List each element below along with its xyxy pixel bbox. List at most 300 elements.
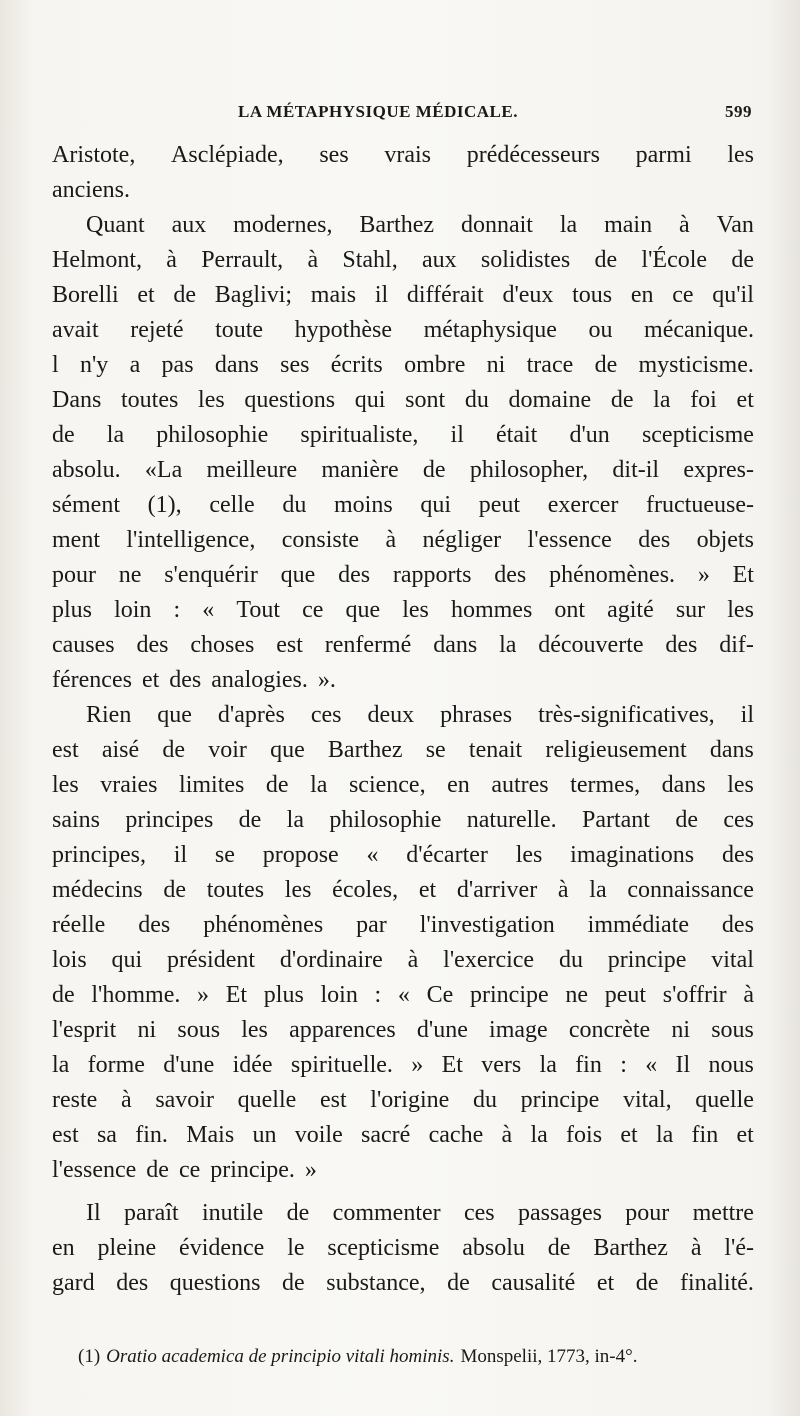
- word: et: [736, 387, 754, 413]
- word: rapports: [392, 562, 472, 588]
- word: Rien: [86, 702, 132, 728]
- word: Ce: [426, 982, 454, 1008]
- word: Il: [86, 1200, 101, 1226]
- word: aux: [171, 212, 207, 238]
- word: l'homme.: [91, 982, 181, 1008]
- word: des: [169, 667, 202, 693]
- word: vital,: [622, 1087, 672, 1113]
- text-line: [52, 663, 754, 698]
- word: substance,: [326, 1270, 426, 1296]
- word: vraies: [100, 772, 158, 798]
- word: »: [304, 1157, 317, 1183]
- text-line: [52, 278, 754, 313]
- word: de: [286, 1200, 310, 1226]
- word: ses: [319, 142, 349, 168]
- text-line: [52, 453, 754, 488]
- word: Quant: [86, 212, 145, 238]
- word: par: [356, 912, 387, 938]
- word: à: [120, 1087, 132, 1113]
- word: Tout: [236, 597, 280, 623]
- word: la: [653, 387, 671, 413]
- word: mécanique.: [644, 317, 754, 343]
- word: image: [489, 1017, 548, 1043]
- word: fin: [575, 1052, 602, 1078]
- word: fructueuse-: [646, 492, 754, 518]
- word: dans: [433, 632, 478, 658]
- word: prédécesseurs: [466, 142, 600, 168]
- word: reste: [52, 1087, 98, 1113]
- text-line: [52, 348, 754, 383]
- word: peut: [604, 982, 647, 1008]
- word: agité: [607, 597, 654, 623]
- word: propose: [262, 842, 339, 868]
- word: de: [422, 457, 446, 483]
- word: de: [238, 807, 262, 833]
- word: spiritualiste,: [300, 422, 419, 448]
- word: se: [425, 737, 446, 763]
- word: est: [276, 632, 303, 658]
- text-line: [52, 243, 754, 278]
- word: absolu: [462, 1235, 525, 1261]
- word: loin: [320, 982, 358, 1008]
- word: «: [397, 982, 410, 1008]
- text-line: [52, 873, 754, 908]
- text-line: [52, 523, 754, 558]
- word: écoles,: [332, 877, 399, 903]
- word: il: [173, 842, 188, 868]
- word: main: [604, 212, 653, 238]
- word: de: [675, 807, 698, 833]
- word: de: [594, 352, 618, 378]
- text-line: [52, 908, 754, 943]
- word: sains: [52, 807, 100, 833]
- word: nous: [708, 1052, 754, 1078]
- word: :: [374, 982, 382, 1008]
- word: était: [496, 422, 538, 448]
- word: trace: [526, 352, 574, 378]
- word: dans: [661, 772, 706, 798]
- word: différait: [406, 282, 484, 308]
- word: sément: [52, 492, 120, 518]
- word: ce: [672, 282, 694, 308]
- word: avait: [52, 317, 99, 343]
- word: d'une: [163, 1052, 215, 1078]
- text-line: [52, 1196, 754, 1231]
- word: la: [589, 877, 607, 903]
- word: questions: [169, 1270, 261, 1296]
- running-head-title: LA MÉTAPHYSIQUE MÉDICALE.: [238, 102, 518, 121]
- word: autres: [491, 772, 549, 798]
- word: d'ordinaire: [279, 947, 383, 973]
- word: fin: [691, 1122, 719, 1148]
- word: ni: [671, 1017, 691, 1043]
- text-line: [52, 1083, 754, 1118]
- word: loin: [114, 597, 152, 623]
- word: ne: [118, 562, 142, 588]
- word: de: [635, 1270, 659, 1296]
- word: sur: [675, 597, 706, 623]
- word: n'y: [79, 352, 109, 378]
- text-line: [52, 1118, 754, 1153]
- word: scepticisme: [641, 422, 754, 448]
- word: apparences: [289, 1017, 396, 1043]
- word: a: [129, 352, 141, 378]
- text-line: [52, 173, 754, 208]
- word: quelle: [237, 1087, 297, 1113]
- word: principes: [125, 807, 214, 833]
- word: limites: [179, 772, 245, 798]
- word: à: [166, 247, 177, 273]
- word: il: [450, 422, 464, 448]
- word: plus: [263, 982, 304, 1008]
- word: exercer: [547, 492, 619, 518]
- word: de: [731, 247, 754, 273]
- word: ces: [723, 807, 754, 833]
- word: aisé: [101, 737, 140, 763]
- word: évidence: [179, 1235, 265, 1261]
- word: questions: [244, 387, 336, 413]
- word: et: [620, 1122, 638, 1148]
- text-line: [52, 698, 754, 733]
- word: du: [282, 492, 307, 518]
- word: celle: [209, 492, 255, 518]
- word: de: [594, 247, 618, 273]
- word: l'é-: [724, 1235, 754, 1261]
- text-line: [52, 488, 754, 523]
- word: la: [106, 422, 125, 448]
- word: de: [265, 772, 289, 798]
- word: négliger: [422, 527, 502, 553]
- word: ces: [463, 1200, 495, 1226]
- word: de: [146, 1157, 169, 1183]
- word: l'origine: [370, 1087, 450, 1113]
- text-line: [52, 1266, 754, 1301]
- word: médecins: [52, 877, 143, 903]
- word: de: [52, 422, 75, 448]
- word: pour: [625, 1200, 670, 1226]
- word: domaine: [508, 387, 592, 413]
- word: écrits: [330, 352, 383, 378]
- word: sacré: [361, 1122, 411, 1148]
- word: Perrault,: [201, 247, 284, 273]
- word: manière: [321, 457, 399, 483]
- word: idée: [232, 1052, 273, 1078]
- word: ce: [178, 1157, 201, 1183]
- word: dif-: [719, 632, 754, 658]
- word: voir: [208, 737, 247, 763]
- word: philosopher,: [469, 457, 589, 483]
- word: des: [721, 912, 754, 938]
- word: de: [282, 1270, 305, 1296]
- word: des: [116, 1270, 149, 1296]
- word: commenter: [332, 1200, 441, 1226]
- text-line: [52, 978, 754, 1013]
- word: Van: [716, 212, 754, 238]
- word: fois: [566, 1122, 603, 1148]
- word: ou: [588, 317, 613, 343]
- word: des: [721, 842, 754, 868]
- footnote-title: Oratio academica de principio vitali hominis.: [106, 1346, 455, 1367]
- text-line: [52, 313, 754, 348]
- footnote: [78, 1346, 754, 1368]
- word: vital: [711, 947, 754, 973]
- word: se: [214, 842, 235, 868]
- word: la: [286, 807, 304, 833]
- word: Barthez: [359, 212, 435, 238]
- word: à: [679, 212, 690, 238]
- word: passages: [517, 1200, 602, 1226]
- word: «La: [144, 457, 183, 483]
- word: qui: [354, 387, 386, 413]
- word: philosophie: [156, 422, 269, 448]
- word: ses: [280, 352, 310, 378]
- word: que: [157, 702, 192, 728]
- word: «: [202, 597, 215, 623]
- word: tous: [572, 282, 613, 308]
- word: ment: [52, 527, 100, 553]
- word: ».: [317, 667, 336, 693]
- word: en: [630, 282, 654, 308]
- text-line: [52, 593, 754, 628]
- word: d'eux: [502, 282, 554, 308]
- word: toutes: [121, 387, 179, 413]
- word: Et: [441, 1052, 463, 1078]
- word: «: [366, 842, 379, 868]
- body-text: [52, 138, 754, 1301]
- word: à: [307, 247, 319, 273]
- word: et: [141, 667, 160, 693]
- word: à: [407, 947, 419, 973]
- word: principe: [607, 947, 687, 973]
- word: immédiate: [587, 912, 689, 938]
- word: plus: [52, 597, 93, 623]
- word: métaphysique: [423, 317, 557, 343]
- word: la: [52, 1052, 70, 1078]
- word: la: [539, 1052, 557, 1078]
- word: Aristote,: [52, 142, 136, 168]
- word: de: [162, 737, 186, 763]
- word: mettre: [692, 1200, 754, 1226]
- word: philosophie: [329, 807, 442, 833]
- word: des: [638, 527, 671, 553]
- word: il: [740, 702, 754, 728]
- word: aux: [421, 247, 457, 273]
- word: à: [501, 1122, 513, 1148]
- word: à: [690, 1235, 702, 1261]
- word: religieusement: [545, 737, 687, 763]
- text-line: [52, 733, 754, 768]
- word: l: [52, 352, 59, 378]
- word: science,: [348, 772, 426, 798]
- word: parmi: [635, 142, 692, 168]
- word: pleine: [97, 1235, 157, 1261]
- word: d'arriver: [456, 877, 538, 903]
- word: la: [310, 772, 328, 798]
- word: est: [52, 1122, 79, 1148]
- word: férences: [52, 667, 132, 693]
- word: à: [385, 527, 397, 553]
- word: que: [280, 562, 316, 588]
- word: objets: [696, 527, 754, 553]
- text-line: [52, 838, 754, 873]
- word: Barthez: [327, 737, 403, 763]
- word: des: [665, 632, 698, 658]
- word: «: [645, 1052, 658, 1078]
- word: toutes: [206, 877, 265, 903]
- word: Borelli: [52, 282, 119, 308]
- word: mais: [310, 282, 357, 308]
- word: principe: [520, 1087, 600, 1113]
- word: finalité.: [679, 1270, 754, 1296]
- word: cache: [428, 1122, 484, 1148]
- word: ont: [554, 597, 586, 623]
- word: Helmont,: [52, 247, 142, 273]
- text-line: [52, 418, 754, 453]
- footnote-publication: Monspelii, 1773, in-4°.: [460, 1346, 638, 1367]
- word: est: [319, 1087, 347, 1113]
- word: l'investigation: [419, 912, 555, 938]
- word: il: [374, 282, 389, 308]
- word: en: [447, 772, 470, 798]
- word: ne: [565, 982, 588, 1008]
- word: Dans: [52, 387, 102, 413]
- word: ni: [137, 1017, 157, 1043]
- word: Il: [675, 1052, 691, 1078]
- word: dit-il: [612, 457, 660, 483]
- word: de: [163, 877, 187, 903]
- word: l'intelligence,: [126, 527, 256, 553]
- word: et: [137, 282, 155, 308]
- text-line: [52, 628, 754, 663]
- word: les: [241, 1017, 268, 1043]
- word: gard: [52, 1270, 95, 1296]
- word: découverte: [538, 632, 644, 658]
- word: réelle: [52, 912, 106, 938]
- word: Barthez: [593, 1235, 668, 1261]
- word: moins: [334, 492, 393, 518]
- word: et: [736, 1122, 754, 1148]
- word: paraît: [124, 1200, 179, 1226]
- page-number: 599: [725, 102, 752, 121]
- word: un: [252, 1122, 277, 1148]
- word: dans: [214, 352, 259, 378]
- word: principe: [470, 982, 549, 1008]
- word: d'une: [416, 1017, 468, 1043]
- word: les: [515, 842, 543, 868]
- word: à: [557, 877, 569, 903]
- word: du: [464, 387, 489, 413]
- word: foi: [690, 387, 717, 413]
- word: les: [198, 387, 225, 413]
- word: en: [52, 1235, 75, 1261]
- word: »: [697, 562, 710, 588]
- word: du: [558, 947, 583, 973]
- word: de: [447, 1270, 470, 1296]
- word: est: [52, 737, 79, 763]
- word: inutile: [202, 1200, 264, 1226]
- word: forme: [87, 1052, 145, 1078]
- word: que: [270, 737, 305, 763]
- word: Partant: [581, 807, 650, 833]
- word: et: [418, 877, 437, 903]
- word: et: [596, 1270, 615, 1296]
- text-line: [52, 943, 754, 978]
- word: de: [610, 387, 634, 413]
- word: des: [136, 632, 169, 658]
- word: des: [138, 912, 171, 938]
- word: spirituelle.: [290, 1052, 393, 1078]
- word: l'essence: [52, 1157, 137, 1183]
- word: (1),: [147, 492, 182, 518]
- word: qui: [111, 947, 143, 973]
- word: renfermé: [324, 632, 412, 658]
- word: l'École: [641, 247, 708, 273]
- text-line: [52, 558, 754, 593]
- word: quelle: [695, 1087, 754, 1113]
- word: président: [167, 947, 256, 973]
- word: dans: [709, 737, 754, 763]
- word: analogies.: [211, 667, 308, 693]
- word: la: [559, 212, 578, 238]
- word: à: [743, 982, 754, 1008]
- word: Et: [225, 982, 248, 1008]
- word: pas: [161, 352, 194, 378]
- word: vers: [481, 1052, 522, 1078]
- word: scepticisme: [327, 1235, 440, 1261]
- word: l'exercice: [443, 947, 535, 973]
- word: de: [547, 1235, 571, 1261]
- word: très-significatives,: [538, 702, 715, 728]
- word: les: [727, 597, 754, 623]
- running-head: [52, 102, 752, 126]
- word: Et: [732, 562, 754, 588]
- word: la: [499, 632, 517, 658]
- word: du: [472, 1087, 497, 1113]
- word: deux: [367, 702, 415, 728]
- word: qu'il: [712, 282, 754, 308]
- word: sous: [711, 1017, 754, 1043]
- word: s'enquérir: [164, 562, 258, 588]
- word: la: [530, 1122, 548, 1148]
- word: Mais: [186, 1122, 235, 1148]
- text-line: [52, 803, 754, 838]
- word: la: [655, 1122, 674, 1148]
- word: de: [52, 982, 75, 1008]
- word: absolu.: [52, 457, 121, 483]
- word: ni: [486, 352, 506, 378]
- word: :: [620, 1052, 627, 1078]
- word: qui: [420, 492, 452, 518]
- word: termes,: [570, 772, 641, 798]
- word: meilleure: [206, 457, 298, 483]
- word: hypothèse: [294, 317, 392, 343]
- word: »: [411, 1052, 424, 1078]
- word: sa: [96, 1122, 117, 1148]
- word: principe.: [210, 1157, 295, 1183]
- text-line: [52, 1048, 754, 1083]
- word: hommes: [450, 597, 533, 623]
- word: le: [287, 1235, 305, 1261]
- word: ces: [310, 702, 342, 728]
- word: d'un: [569, 422, 610, 448]
- footnote-marker: (1): [78, 1346, 101, 1367]
- word: Baglivi;: [214, 282, 293, 308]
- word: causalité: [491, 1270, 576, 1296]
- word: connaissance: [627, 877, 754, 903]
- word: principes,: [52, 842, 146, 868]
- word: l'essence: [527, 527, 612, 553]
- word: »: [197, 982, 210, 1008]
